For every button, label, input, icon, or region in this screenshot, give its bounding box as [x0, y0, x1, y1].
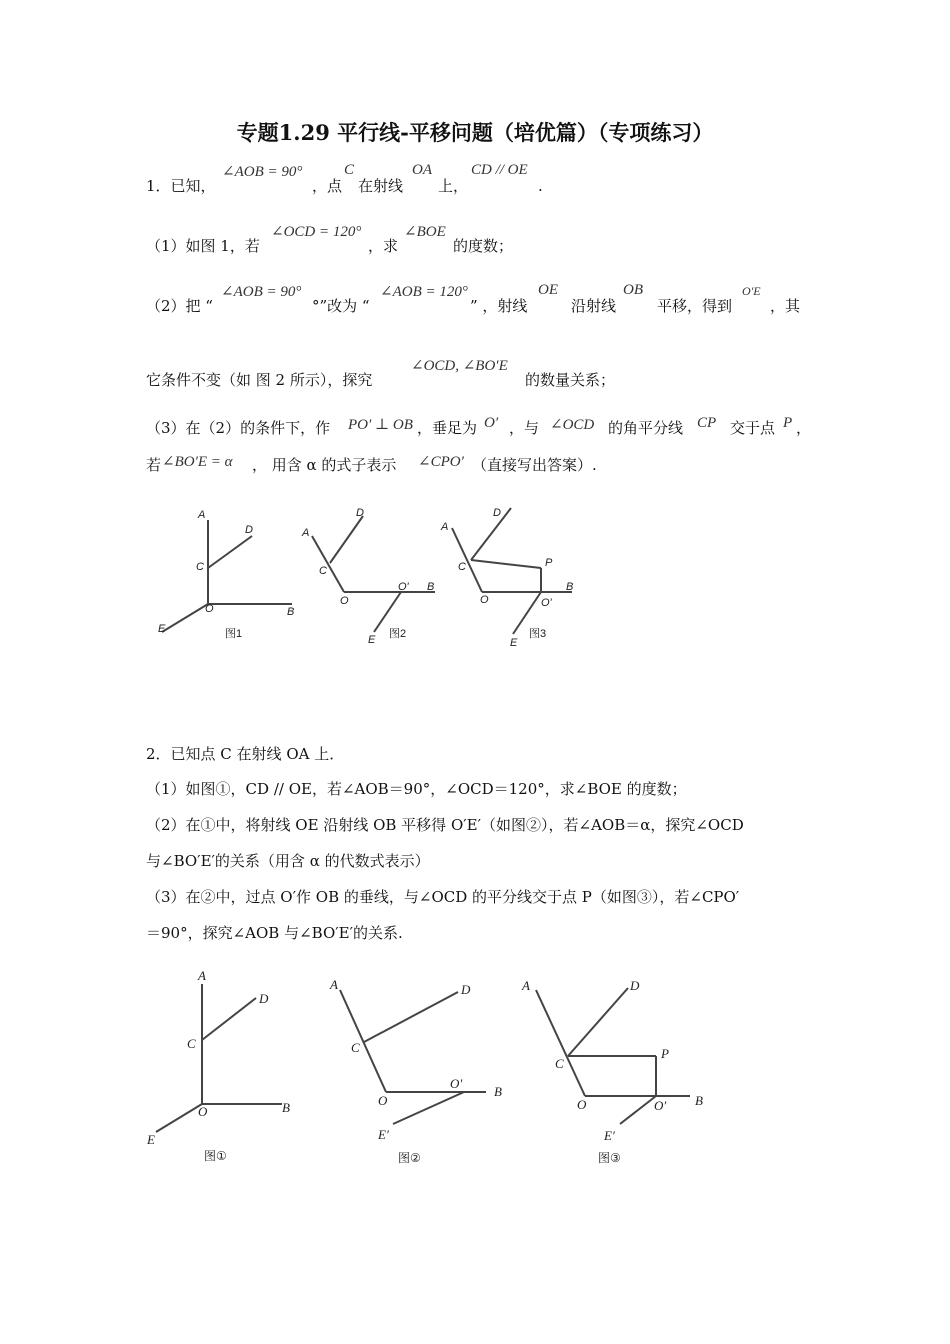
label-a: A — [441, 521, 449, 533]
q1-text: （直接写出答案）. — [472, 456, 597, 474]
label-d: D — [493, 507, 501, 519]
label-o-prime: O' — [541, 597, 552, 609]
caption-fig-3: 图③ — [598, 1151, 621, 1165]
figure-segment — [364, 992, 458, 1042]
q1-math-aob: ∠AOB = 90° — [222, 164, 303, 180]
figure-segment — [620, 1096, 656, 1124]
q1-math-ocd: ∠OCD — [550, 417, 595, 433]
q1-text: ，垂足为 — [417, 419, 478, 437]
q1-part3: （3）在（2）的条件下，作 — [146, 419, 331, 437]
q2-line-6: ＝90°，探究∠AOB 与∠BO′E′的关系. — [146, 924, 403, 942]
label-e-prime: E′ — [604, 1128, 615, 1143]
q1-text: ，点 — [312, 177, 343, 195]
label-o-prime: O′ — [450, 1076, 463, 1091]
label-c: C — [187, 1036, 196, 1051]
q1-text: 在射线 — [358, 177, 404, 195]
q1-text: 的角平分线 — [608, 419, 684, 437]
label-o: O — [577, 1097, 587, 1112]
label-e: E — [368, 634, 376, 646]
q1-math-oa: OA — [412, 162, 432, 178]
q1-math-alpha: ∠BO′E = α — [162, 454, 233, 470]
q1-text: 上， — [438, 177, 469, 195]
label-p: P — [545, 557, 553, 569]
label-o: O — [340, 595, 349, 607]
label-b: B — [427, 581, 435, 593]
label-c: C — [351, 1040, 360, 1055]
label-b: B — [695, 1093, 703, 1108]
label-a: A — [302, 527, 310, 539]
q1-part2: （2）把 “ — [146, 297, 213, 315]
q1-text: °”改为 “ — [312, 297, 370, 315]
q2-line-1: 2．已知点 C 在射线 OA 上． — [146, 745, 345, 763]
figure-segment — [536, 990, 585, 1096]
q1-math-po: PO′ ⊥ OB — [348, 417, 413, 433]
label-e-prime: E′ — [378, 1127, 389, 1142]
q1-text: 平移，得到 — [657, 297, 733, 315]
q1-math-ocd120: ∠OCD = 120° — [271, 224, 362, 240]
label-o: O — [198, 1104, 208, 1119]
label-o: O — [378, 1093, 388, 1108]
label-o: O — [480, 594, 489, 606]
label-d: D — [259, 991, 269, 1006]
label-e: E — [147, 1132, 155, 1147]
q1-text: ，其 — [770, 297, 801, 315]
q1-text: ， 用含 α 的式子表示 — [252, 456, 397, 474]
label-e: E — [510, 637, 518, 649]
q1-text: ” ，射线 — [470, 297, 528, 315]
label-b: B — [282, 1100, 290, 1115]
q1-math-rel: ∠OCD, ∠BO′E — [411, 358, 508, 374]
q1-math-p: P — [783, 415, 793, 431]
label-p: P — [661, 1046, 669, 1061]
q1-math-c: C — [344, 162, 355, 178]
q2-line-5: （3）在②中，过点 O′作 OB 的垂线，与∠OCD 的平分线交于点 P（如图③），若∠CPO′ — [146, 888, 740, 906]
q2-line-3: （2）在①中，将射线 OE 沿射线 OB 平移得 O′E′（如图②），若∠AOB＝α，探究∠OCD — [146, 816, 744, 834]
q2-line-4: 与∠BO′E′的关系（用含 α 的代数式表示） — [146, 852, 430, 870]
label-b: B — [494, 1084, 502, 1099]
q2-figure-3 — [521, 978, 703, 1165]
figure-segment — [393, 1092, 464, 1124]
q1-math-aob120: ∠AOB = 120° — [380, 284, 468, 300]
q2-line-2: （1）如图①，CD // OE，若∠AOB＝90°，∠OCD＝120°，求∠BOE 的度数； — [146, 780, 687, 798]
q1-part1: （1）如图 1，若 — [146, 237, 260, 255]
label-o: O — [205, 603, 214, 615]
label-e: E — [158, 623, 166, 635]
label-d: D — [356, 507, 364, 519]
q1-intro: 1．已知， — [146, 177, 216, 195]
q1-math-cdoe: CD // OE — [471, 162, 528, 178]
q2-figure-2 — [329, 977, 502, 1165]
label-a: A — [198, 968, 206, 983]
q1-math-boe: ∠BOE — [404, 224, 446, 240]
label-d: D — [461, 982, 471, 997]
q1-math-aob90: ∠AOB = 90° — [221, 284, 302, 300]
caption-fig-2: 图② — [398, 1151, 421, 1165]
q1-text: 的度数； — [453, 237, 514, 255]
label-d: D — [630, 978, 640, 993]
q1-math-ob: OB — [623, 282, 643, 298]
label-c: C — [196, 561, 204, 573]
q1-math-cp: CP — [697, 415, 717, 431]
q1-math-op: O′ — [484, 415, 499, 431]
label-c: C — [555, 1056, 564, 1071]
label-a: A — [330, 977, 338, 992]
label-b: B — [287, 606, 295, 618]
figure-segment — [156, 1104, 202, 1132]
caption-fig3: 图3 — [529, 628, 547, 640]
figure-segment — [568, 988, 628, 1056]
q1-math-ope: O′E — [742, 284, 761, 298]
q1-text: ， — [796, 419, 812, 437]
q1-text: . — [538, 177, 543, 195]
label-c: C — [458, 561, 466, 573]
caption-fig-1: 图① — [204, 1149, 227, 1163]
label-o-prime: O' — [398, 581, 409, 593]
label-b: B — [566, 581, 574, 593]
q1-math-cpo: ∠CPO′ — [418, 454, 464, 470]
q1-text: ，求 — [368, 237, 399, 255]
q1-text: 沿射线 — [571, 297, 617, 315]
label-a: A — [522, 978, 530, 993]
q1-text: 的数量关系； — [525, 371, 616, 389]
label-d: D — [245, 524, 253, 536]
label-o-prime: O′ — [654, 1098, 667, 1113]
q1-text: 若 — [146, 456, 162, 474]
q1-text: 交于点 — [730, 419, 776, 437]
page-title: 专题1.29 平行线-平移问题（培优篇）（专项练习） — [236, 120, 714, 145]
figure-segment — [340, 990, 386, 1092]
caption-fig1: 图1 — [225, 628, 243, 640]
caption-fig2: 图2 — [389, 628, 407, 640]
figure-segment — [202, 998, 256, 1040]
q1-text: 它条件不变（如 图 2 所示），探究 — [146, 371, 373, 389]
q1-text: ，与 — [509, 419, 540, 437]
q1-math-oe: OE — [538, 282, 558, 298]
label-c: C — [319, 565, 327, 577]
label-a: A — [198, 509, 206, 521]
q2-figure-1 — [146, 968, 290, 1163]
